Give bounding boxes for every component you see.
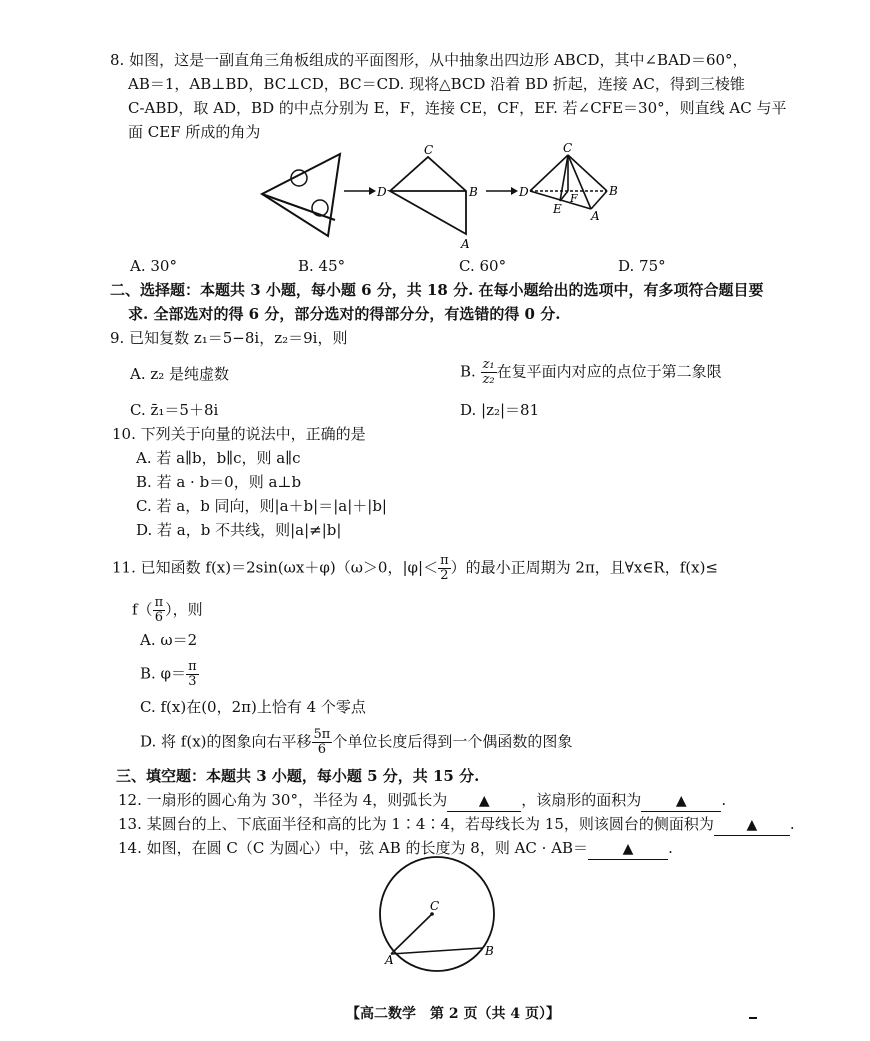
q9-stem: 9. 已知复数 z₁＝5−8i，z₂＝9i，则 (110, 329, 348, 347)
q9-option-b-label: B. (460, 362, 476, 381)
q9-b-numerator: z₁ (482, 357, 495, 372)
q10-option-c: C. 若 a，b 同向，则|a＋b|＝|a|＋|b| (136, 497, 387, 515)
tetrahedron-c-abd (530, 155, 607, 209)
set-square-outline (262, 154, 340, 236)
segment-ac (391, 914, 432, 954)
section3-title: 三、填空题：本题共 3 小题，每小题 5 分，共 15 分. (116, 767, 480, 785)
q8-line1: 8. 如图，这是一副直角三角板组成的平面图形，从中抽象出四边形 ABCD，其中∠BAD＝60°， (110, 51, 748, 69)
q11-stem-den: 2 (440, 568, 449, 583)
fig2-label-f: F (570, 192, 578, 205)
arrow1-head-icon (369, 187, 376, 195)
q12-blank-area[interactable]: ▲ (641, 791, 721, 812)
q8-figure (0, 140, 870, 260)
q9-option-d: D. |z₂|＝81 (460, 401, 540, 419)
q10-option-a: A. 若 a∥b，b∥c，则 a∥c (136, 449, 301, 467)
q9-option-b (460, 358, 722, 387)
q9-b-denominator: z₂ (482, 372, 495, 387)
q11-option-b (140, 660, 199, 689)
section2-instructions: 求. 全部选对的得 6 分，部分选对的得部分分，有选错的得 0 分. (128, 305, 561, 323)
q11-option-b-fraction (186, 660, 199, 689)
section2-title: 二、选择题：本题共 3 小题，每小题 6 分，共 18 分. 在每小题给出的选项中，有多项符合题目要 (110, 281, 764, 299)
q11-option-d-fraction (312, 728, 333, 757)
q12-blank-arc[interactable]: ▲ (447, 791, 521, 812)
q11-option-b-pre: B. φ＝ (140, 664, 187, 683)
q14-blank[interactable]: ▲ (588, 839, 668, 860)
q9-option-a: A. z₂ 是纯虚数 (130, 365, 230, 383)
q11-stem-pre: 11. 已知函数 f(x)＝2sin(ωx＋φ)（ω＞0，|φ|＜ (112, 558, 439, 577)
q10-stem: 10. 下列关于向量的说法中，正确的是 (112, 425, 366, 443)
q10-option-b: B. 若 a · b＝0，则 a⊥b (136, 473, 302, 491)
q8-option-c: C. 60° (459, 257, 507, 275)
page-footer: 【高二数学 第 2 页（共 4 页）】 (346, 1006, 560, 1022)
q14-label-b: B (485, 944, 494, 958)
q12 (118, 790, 726, 812)
q11-line2-num: π (154, 595, 164, 610)
fig1-label-b: B (469, 185, 478, 199)
q13-pre: 13. 某圆台的上、下底面半径和高的比为 1∶4∶4，若母线长为 15，则该圆台的侧面积为 (118, 815, 714, 833)
fig2-label-e: E (553, 202, 562, 216)
q14-pre: 14. 如图，在圆 C（C 为圆心）中，弦 AB 的长度为 8，则 AC · AB＝ (118, 839, 589, 857)
q14-label-a: A (385, 953, 394, 967)
q11-line2-den: 6 (154, 610, 163, 625)
chord-ab (391, 948, 482, 954)
q8-option-a: A. 30° (130, 257, 177, 275)
q9-option-b-text: 在复平面内对应的点位于第二象限 (496, 362, 722, 381)
q11-line2 (132, 596, 203, 625)
q13-post: . (789, 815, 795, 833)
q14-circle-figure (372, 864, 512, 974)
fig2-label-d: D (519, 185, 529, 199)
fig1-label-c: C (424, 143, 434, 157)
q12-pre: 12. 一扇形的圆心角为 30°，半径为 4，则弧长为 (118, 791, 448, 809)
q14-label-c: C (430, 899, 440, 913)
q11-line2-pre: f（ (132, 600, 153, 619)
q9-option-b-fraction (481, 358, 497, 387)
q11-option-a: A. ω＝2 (140, 631, 198, 649)
fig1-label-d: D (377, 185, 387, 199)
q14 (118, 838, 673, 860)
q11-option-d-pre: D. 将 f(x)的图象向右平移 (140, 732, 312, 751)
q9-option-c: C. z̄₁＝5＋8i (130, 401, 219, 419)
q11-option-c: C. f(x)在(0，2π)上恰有 4 个零点 (140, 698, 366, 716)
q8-line4: 面 CEF 所成的角为 (128, 123, 261, 141)
fig2-label-c: C (563, 141, 573, 155)
q11-d-den: 6 (317, 742, 327, 757)
q13-blank[interactable]: ▲ (714, 815, 790, 836)
q8-option-b: B. 45° (298, 257, 346, 275)
q11-option-d-post: 个单位长度后得到一个偶函数的图象 (332, 732, 573, 751)
q8-option-d: D. 75° (618, 257, 666, 275)
q11-d-num: 5π (313, 727, 331, 742)
q11-b-num: π (188, 659, 197, 674)
q12-post: . (721, 791, 727, 809)
q12-mid: ，该扇形的面积为 (521, 791, 642, 809)
q11-option-d (140, 728, 572, 757)
q8-line2: AB＝1，AB⊥BD，BC⊥CD，BC＝CD. 现将△BCD 沿着 BD 折起，连接 AC，得到三棱锥 (128, 75, 745, 93)
q11-line2-fraction (153, 596, 166, 625)
q8-line3: C-ABD，取 AD，BD 的中点分别为 E，F，连接 CE，CF，EF. 若∠CFE＝30°，则直线 AC 与平 (128, 99, 787, 117)
q13 (118, 814, 795, 836)
q11-stem (112, 554, 718, 583)
fig1-label-a: A (461, 237, 470, 251)
q11-line2-post: ），则 (165, 600, 203, 619)
q14-post: . (668, 839, 673, 857)
corner-mark (749, 1017, 757, 1019)
fig2-label-b: B (609, 184, 618, 198)
q11-b-den: 3 (188, 674, 197, 689)
fig2-label-a: A (591, 209, 600, 223)
q10-option-d: D. 若 a，b 不共线，则|a|≠|b| (136, 521, 342, 539)
q11-stem-num: π (440, 553, 449, 568)
arrow2-head-icon (511, 187, 518, 195)
q11-stem-post: ）的最小正周期为 2π，且∀x∈R，f(x)≤ (450, 558, 719, 577)
q11-stem-fraction (438, 554, 451, 583)
quadrilateral-abcd (390, 157, 466, 234)
